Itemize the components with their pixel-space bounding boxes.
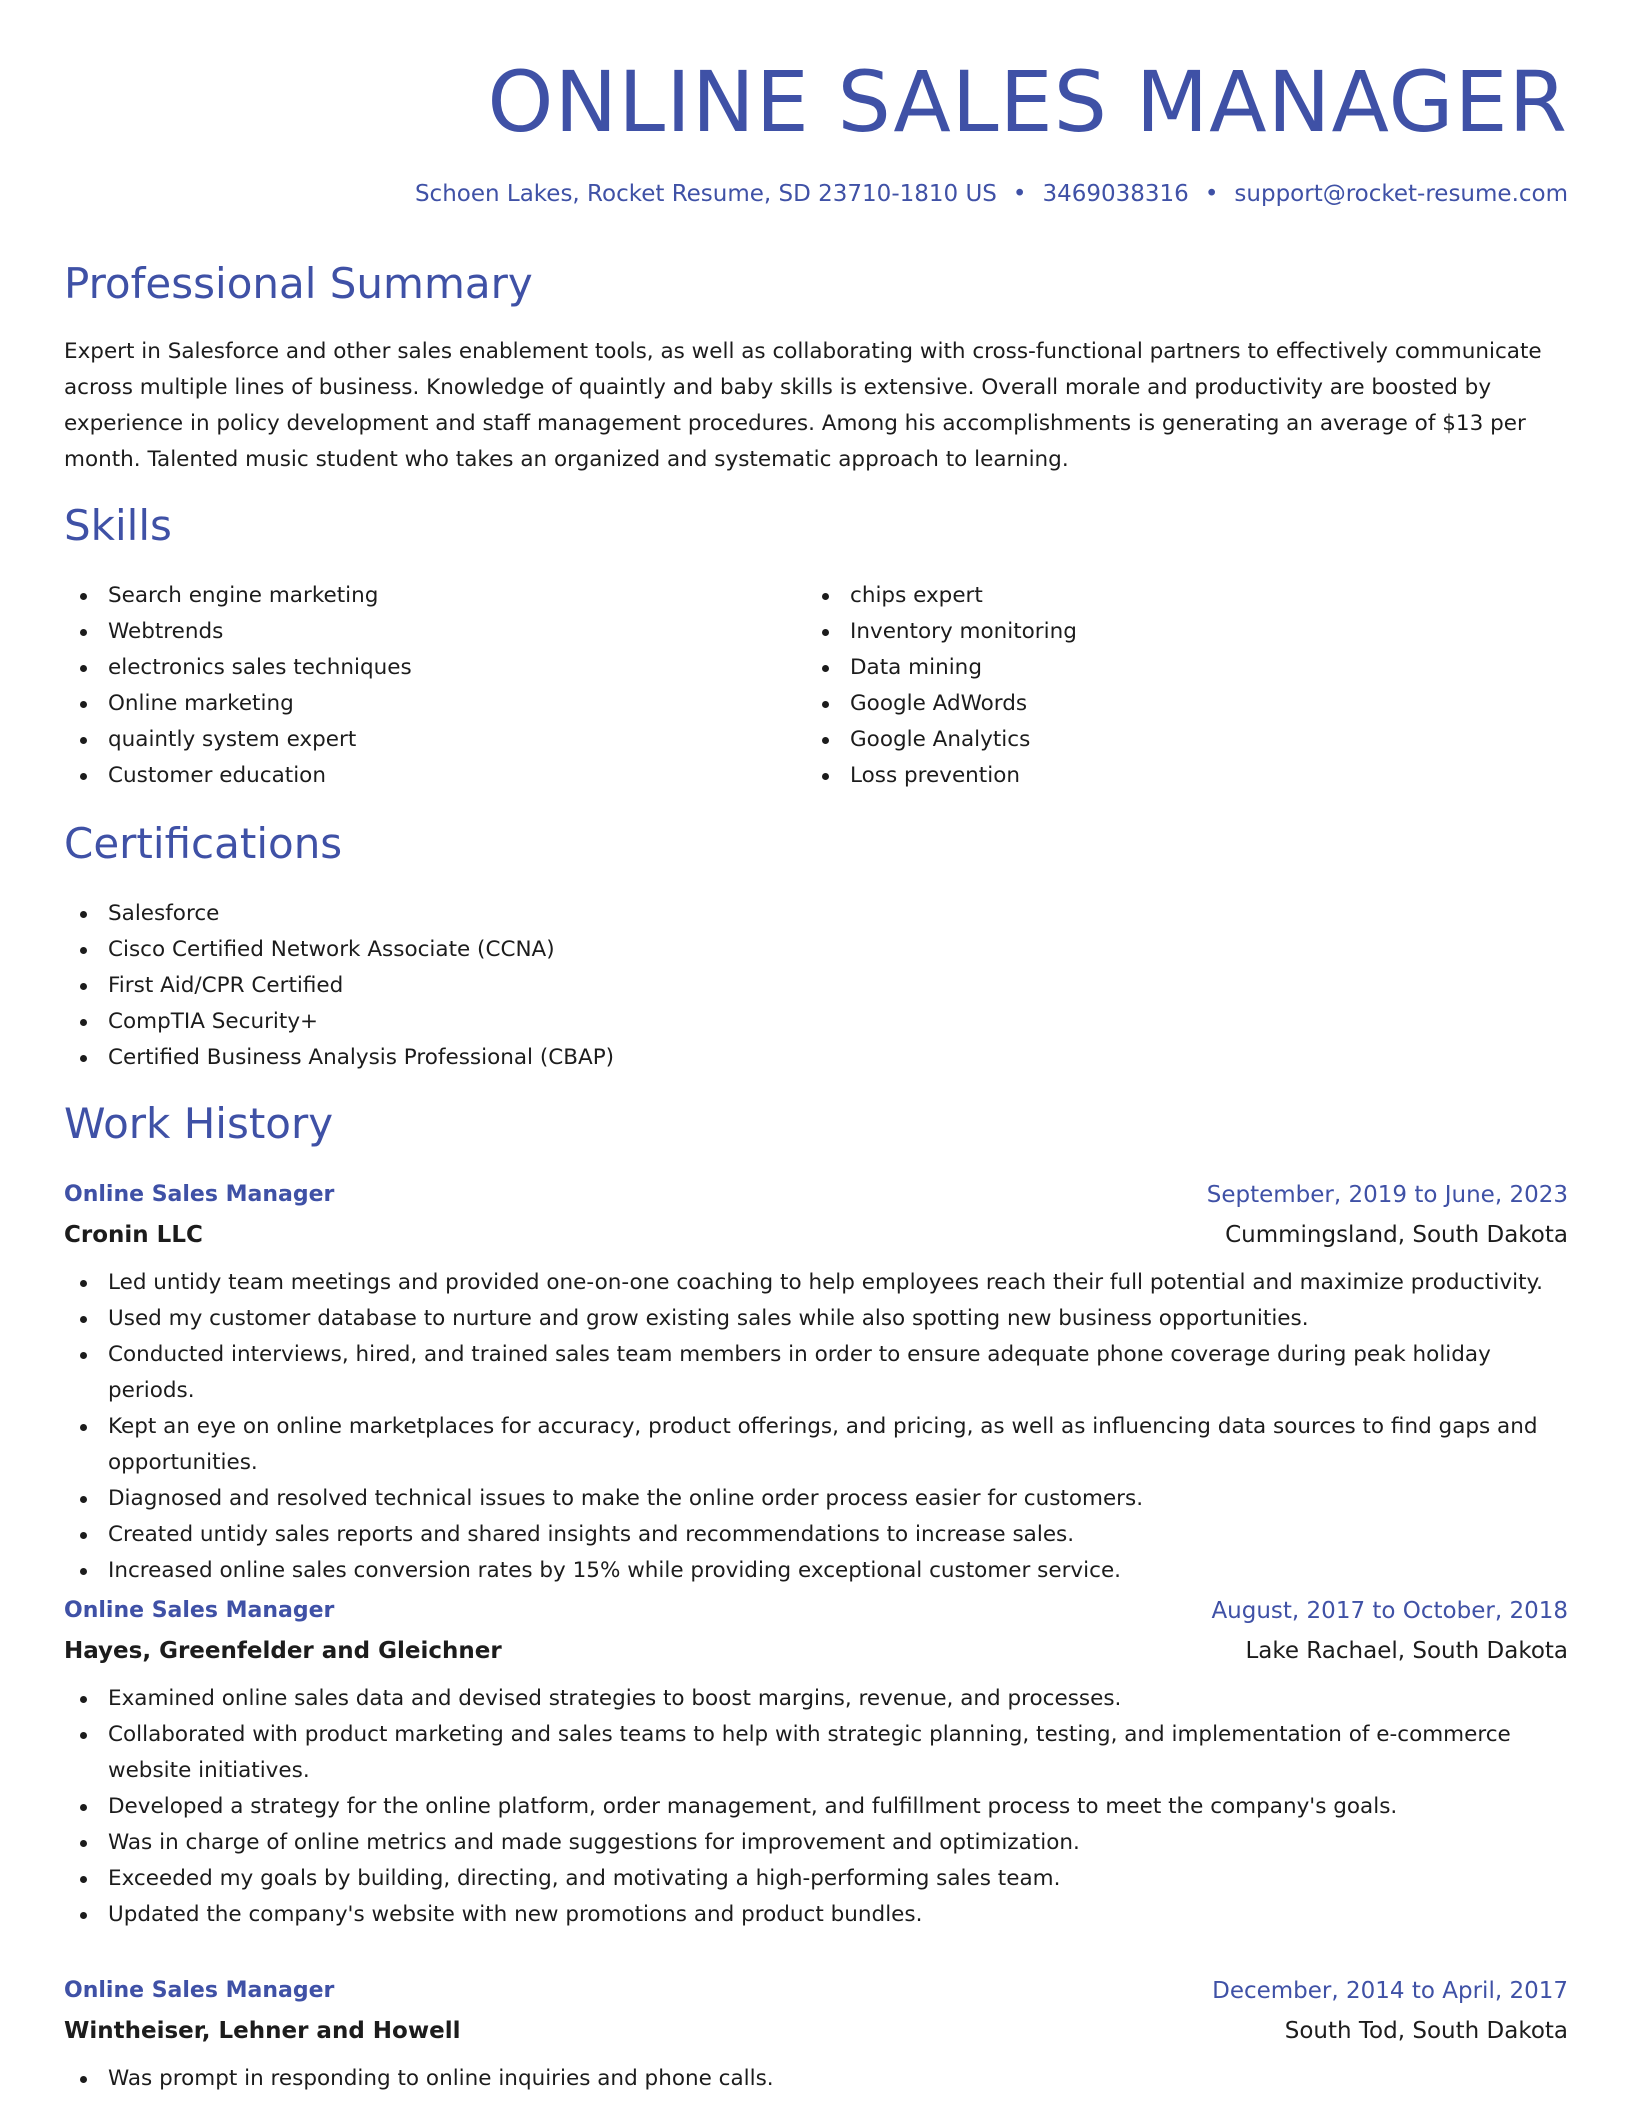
certifications-list (64, 896, 1564, 1076)
list-item: First Aid/CPR Certified (64, 968, 1564, 1004)
list-item: quaintly system expert (64, 722, 764, 758)
list-item: Online marketing (64, 686, 764, 722)
list-item: Search engine marketing (64, 578, 764, 614)
section-title-work-history: Work History (64, 1099, 334, 1148)
list-item: Used my customer database to nurture and grow existing sales while also spotting new business opportunities. (64, 1301, 1568, 1337)
list-item: Conducted interviews, hired, and trained sales team members in order to ensure adequate phone coverage during peak holiday periods. (64, 1337, 1568, 1409)
job-bullets (64, 2061, 1568, 2097)
job-location: South Tod, South Dakota (1284, 2018, 1568, 2044)
contact-phone: 3469038316 (1042, 181, 1189, 207)
job-title: Online Sales Manager (64, 1182, 335, 1207)
contact-line (415, 178, 1568, 210)
list-item: Developed a strategy for the online platform, order management, and fulfillment process to meet the company's goals. (64, 1789, 1568, 1825)
summary-text: Expert in Salesforce and other sales enablement tools, as well as collaborating with cross-functional partners to effectively communicate across multiple lines of business. Knowledge of quaintly and baby skills is extensive. Overall morale and productivity are boosted by experience in policy development and staff management procedures. Among his accomplishments is generating an average of $13 per month. Talented music student who takes an organized and systematic approach to learning. (64, 339, 1542, 472)
job-title: Online Sales Manager (64, 1598, 335, 1623)
skills-list-left (64, 578, 764, 794)
list-item: Led untidy team meetings and provided one-on-one coaching to help employees reach their full potential and maximize productivity. (64, 1265, 1568, 1301)
job-company: Hayes, Greenfelder and Gleichner (64, 1638, 502, 1664)
job-company: Wintheiser, Lehner and Howell (64, 2018, 461, 2044)
job-entry (64, 1591, 1568, 1933)
list-item: Examined online sales data and devised strategies to boost margins, revenue, and processes. (64, 1681, 1568, 1717)
job-dates: September, 2019 to June, 2023 (1206, 1182, 1568, 1208)
skills-list-right (806, 578, 1506, 794)
list-item: Updated the company's website with new promotions and product bundles. (64, 1897, 1568, 1933)
list-item: Was in charge of online metrics and made suggestions for improvement and optimization. (64, 1825, 1568, 1861)
job-bullets (64, 1681, 1568, 1933)
list-item: Increased online sales conversion rates by 15% while providing exceptional customer service. (64, 1553, 1568, 1589)
job-bullets (64, 1265, 1568, 1589)
list-item: Certified Business Analysis Professional (CBAP) (64, 1040, 1564, 1076)
list-item: Created untidy sales reports and shared insights and recommendations to increase sales. (64, 1517, 1568, 1553)
list-item: Data mining (806, 650, 1506, 686)
job-entry (64, 1175, 1568, 1589)
job-location: Lake Rachael, South Dakota (1245, 1638, 1568, 1664)
list-item: Collaborated with product marketing and sales teams to help with strategic planning, testing, and implementation of e-commerce website initiatives. (64, 1717, 1568, 1789)
section-title-skills: Skills (64, 501, 172, 550)
contact-email: support@rocket-resume.com (1234, 181, 1568, 207)
list-item: Loss prevention (806, 758, 1506, 794)
list-item: Was prompt in responding to online inquiries and phone calls. (64, 2061, 1568, 2097)
list-item: chips expert (806, 578, 1506, 614)
list-item: Kept an eye on online marketplaces for accuracy, product offerings, and pricing, as well as influencing data sources to find gaps and opportunities. (64, 1409, 1568, 1481)
contact-address: Schoen Lakes, Rocket Resume, SD 23710-1810 US (414, 181, 997, 207)
list-item: Customer education (64, 758, 764, 794)
list-item: Google Analytics (806, 722, 1506, 758)
job-dates: December, 2014 to April, 2017 (1212, 1978, 1568, 2004)
job-entry (64, 1971, 1568, 2097)
list-item: Google AdWords (806, 686, 1506, 722)
list-item: Cisco Certified Network Associate (CCNA) (64, 932, 1564, 968)
list-item: Salesforce (64, 896, 1564, 932)
job-company: Cronin LLC (64, 1222, 203, 1248)
resume-title: ONLINE SALES MANAGER (487, 53, 1568, 151)
list-item: Diagnosed and resolved technical issues to make the online order process easier for customers. (64, 1481, 1568, 1517)
list-item: Exceeded my goals by building, directing, and motivating a high-performing sales team. (64, 1861, 1568, 1897)
job-dates: August, 2017 to October, 2018 (1211, 1598, 1568, 1624)
contact-separator: • (1204, 181, 1219, 207)
contact-separator: • (1012, 181, 1027, 207)
list-item: Inventory monitoring (806, 614, 1506, 650)
list-item: electronics sales techniques (64, 650, 764, 686)
section-title-certifications: Certifications (64, 819, 343, 868)
list-item: Webtrends (64, 614, 764, 650)
list-item: CompTIA Security+ (64, 1004, 1564, 1040)
section-title-summary: Professional Summary (64, 259, 533, 308)
job-location: Cummingsland, South Dakota (1225, 1222, 1568, 1248)
job-title: Online Sales Manager (64, 1978, 335, 2003)
